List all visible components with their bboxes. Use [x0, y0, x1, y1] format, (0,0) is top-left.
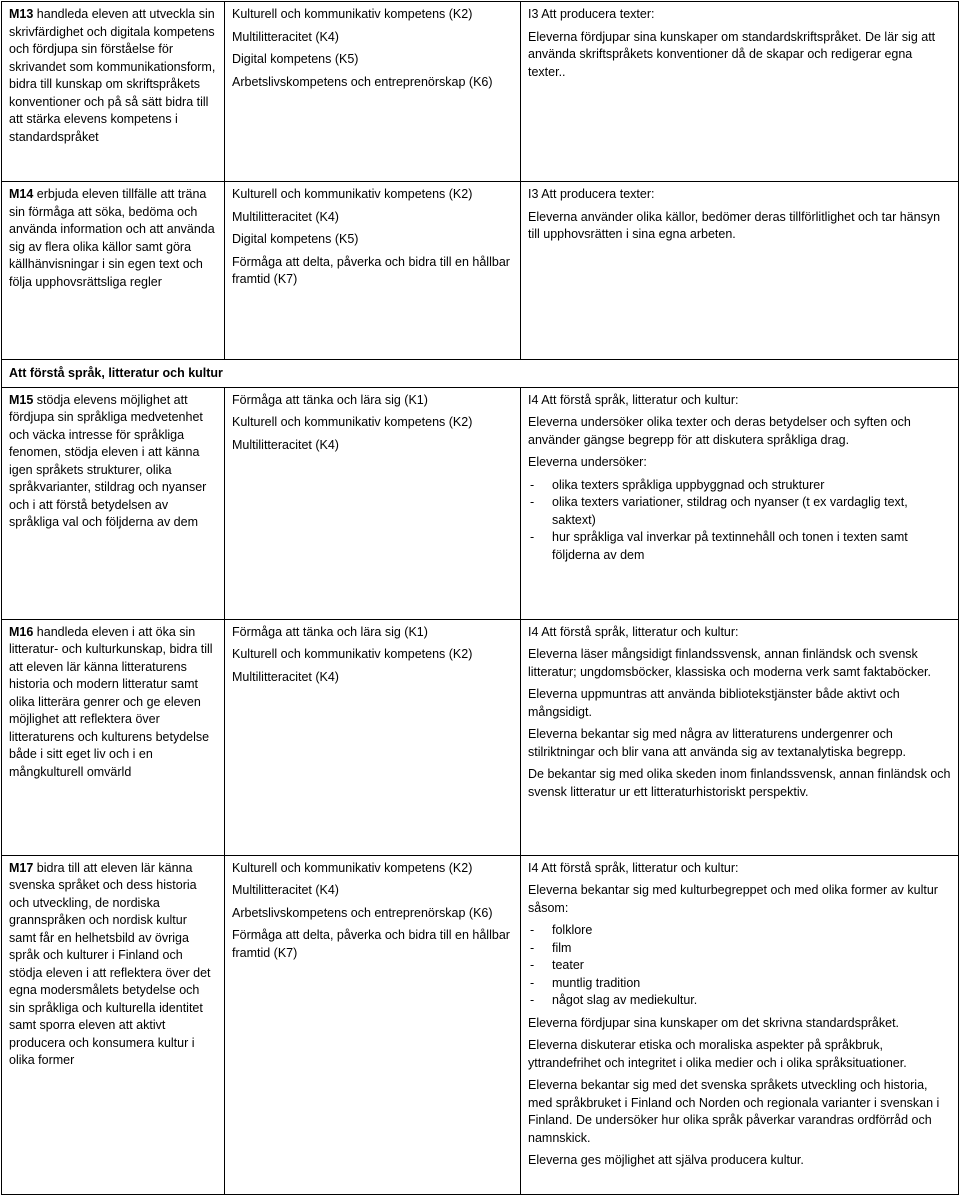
goal-text: erbjuda eleven tillfälle att träna sin förmåga att söka, bedöma och använda information och att använda sig av flera olika källor samt göra källhänvisningar i sin egen text och följa upphovsrättsliga regler	[9, 187, 215, 289]
list-item: - olika texters variationer, stildrag och nyanser (t ex vardaglig text, saktext)	[528, 494, 951, 529]
goal-code: M17	[9, 860, 34, 875]
competence-cell	[225, 2, 521, 182]
competence-item: Kulturell och kommunikativ kompetens (K2)	[232, 187, 473, 201]
curriculum-table	[1, 1, 959, 1195]
content-paragraph: Eleverna bekantar sig med några av litteraturens undergenrer och stilriktningar och blir vana att använda sig av textanalytiska begrepp.	[528, 727, 906, 759]
competence-item: Förmåga att tänka och lära sig (K1)	[232, 392, 428, 407]
competence-cell	[225, 387, 521, 619]
content-paragraph: Eleverna använder olika källor, bedömer deras tillförlitlighet och tar hänsyn till upphovsrätten i sina egna arbeten.	[528, 209, 941, 241]
goal-code: M15	[9, 392, 34, 407]
goal-cell	[2, 2, 225, 182]
table-row	[2, 855, 959, 1194]
content-area-title: I4 Att förstå språk, litteratur och kultur:	[528, 860, 739, 875]
competence-item: Arbetslivskompetens och entreprenörskap (K6)	[232, 905, 493, 920]
competence-item: Kulturell och kommunikativ kompetens (K2)	[232, 7, 473, 21]
goal-cell	[2, 182, 225, 360]
content-cell	[521, 2, 959, 182]
goal-cell	[2, 387, 225, 619]
content-cell	[521, 619, 959, 855]
table-row	[2, 387, 959, 619]
competence-item: Multilitteracitet (K4)	[232, 883, 339, 897]
content-paragraph: Eleverna diskuterar etiska och moraliska aspekter på språkbruk, yttrandefrihet och integritet i olika medier och i olika språksituationer.	[528, 1038, 907, 1070]
list-item: - folklore	[528, 922, 951, 940]
list-item: - olika texters språkliga uppbyggnad och strukturer	[528, 477, 951, 495]
list-item: - teater	[528, 957, 951, 975]
content-cell	[521, 182, 959, 360]
section-heading-row	[2, 360, 959, 388]
list-item: - muntlig tradition	[528, 975, 951, 993]
content-cell	[521, 387, 959, 619]
goal-text: handleda eleven att utveckla sin skrivfärdighet och digitala kompetens och fördjupa sin förståelse för skrivandet som kommunikationsform, bidra till kunskap om skriftspråkets konventioner och på så sätt bidra till att stärka elevens kompetens i standardspråket	[9, 7, 216, 144]
content-area-title: I3 Att producera texter:	[528, 187, 655, 201]
content-area-title: I4 Att förstå språk, litteratur och kultur:	[528, 624, 739, 639]
goal-code: M14	[9, 187, 34, 201]
goal-cell	[2, 619, 225, 855]
content-list	[528, 922, 951, 1010]
list-item: - film	[528, 940, 951, 958]
content-paragraph: Eleverna fördjupar sina kunskaper om standardskriftspråket. De lär sig att använda skriftspråkets konventioner då de skapar och redigerar egna texter..	[528, 29, 936, 79]
competence-item: Kulturell och kommunikativ kompetens (K2)	[232, 647, 473, 661]
competence-item: Förmåga att delta, påverka och bidra till en hållbar framtid (K7)	[232, 928, 510, 960]
curriculum-table-body	[2, 2, 959, 1195]
content-paragraph: Eleverna undersöker olika texter och deras betydelser och syften och använder gängse begrepp för att diskutera språkliga drag.	[528, 415, 911, 447]
competence-cell	[225, 182, 521, 360]
content-paragraph: Eleverna bekantar sig med kulturbegreppet och med olika former av kultur såsom:	[528, 883, 938, 915]
content-paragraph: Eleverna uppmuntras att använda bibliotekstjänster både aktivt och mångsidigt.	[528, 687, 900, 719]
competence-item: Multilitteracitet (K4)	[232, 209, 339, 224]
content-paragraph: Eleverna bekantar sig med det svenska språkets utveckling och historia, med språkbruket i Finland och Norden och regionala varianter i svenskan i Finland. De undersöker hur olika språk påverkar varandras ordförråd och namnskick.	[528, 1078, 940, 1145]
list-item: - något slag av mediekultur.	[528, 992, 951, 1010]
competence-item: Arbetslivskompetens och entreprenörskap (K6)	[232, 74, 493, 89]
content-paragraph: Eleverna läser mångsidigt finlandssvensk, annan finländsk och svensk litteratur; ungdomsböcker, klassiska och moderna verk samt faktaböcker.	[528, 647, 931, 679]
content-paragraph: Eleverna fördjupar sina kunskaper om det skrivna standardspråket.	[528, 1015, 900, 1030]
goal-code: M16	[9, 624, 34, 639]
competence-item: Multilitteracitet (K4)	[232, 29, 339, 44]
section-heading: Att förstå språk, litteratur och kultur	[2, 360, 959, 388]
competence-cell	[225, 855, 521, 1194]
competence-item: Förmåga att delta, påverka och bidra till en hållbar framtid (K7)	[232, 254, 510, 286]
list-item: - hur språkliga val inverkar på textinnehåll och tonen i texten samt följderna av dem	[528, 529, 951, 564]
competence-item: Förmåga att tänka och lära sig (K1)	[232, 624, 428, 639]
competence-cell	[225, 619, 521, 855]
competence-item: Kulturell och kommunikativ kompetens (K2)	[232, 415, 473, 429]
competence-item: Multilitteracitet (K4)	[232, 437, 339, 452]
content-paragraph: Eleverna undersöker:	[528, 455, 647, 469]
content-list	[528, 477, 951, 565]
table-row	[2, 2, 959, 182]
goal-code: M13	[9, 7, 34, 21]
goal-text: bidra till att eleven lär känna svenska språket och dess historia och utveckling, de nordiska grannspråken och nordisk kultur samt får en helhetsbild av övriga språk och kulturer i Finland och stödja eleven i att reflektera över det egna modersmålets betydelse och sin språkliga och kulturella identitet samt sporra eleven att aktivt producera och konsumera kultur i olika former	[9, 860, 211, 1067]
competence-item: Digital kompetens (K5)	[232, 232, 359, 246]
competence-item: Kulturell och kommunikativ kompetens (K2)	[232, 860, 473, 875]
table-row	[2, 182, 959, 360]
content-paragraph: De bekantar sig med olika skeden inom finlandssvensk, annan finländsk och svensk litteratur ur ett litteraturhistoriskt perspektiv.	[528, 767, 951, 799]
competence-item: Digital kompetens (K5)	[232, 52, 359, 66]
goal-text: stödja elevens möjlighet att fördjupa sin språkliga medvetenhet och väcka intresse för språkliga fenomen, stödja eleven i att känna igen språkets strukturer, olika språkvarianter, stildrag och nyanser och i att förstå betydelsen av språkliga val och följderna av dem	[9, 392, 207, 529]
content-area-title: I3 Att producera texter:	[528, 7, 655, 21]
content-area-title: I4 Att förstå språk, litteratur och kultur:	[528, 392, 739, 407]
competence-item: Multilitteracitet (K4)	[232, 669, 339, 684]
content-paragraph: Eleverna ges möjlighet att själva producera kultur.	[528, 1153, 804, 1167]
goal-text: handleda eleven i att öka sin litteratur- och kulturkunskap, bidra till att eleven lär känna litteraturens historia och modern litteratur samt olika litterära genrer och ge eleven möjlighet att reflektera över litteraturens och kulturens betydelse både i sitt eget liv och i en mångkulturell omvärld	[9, 624, 213, 779]
goal-cell	[2, 855, 225, 1194]
table-row	[2, 619, 959, 855]
content-cell	[521, 855, 959, 1194]
